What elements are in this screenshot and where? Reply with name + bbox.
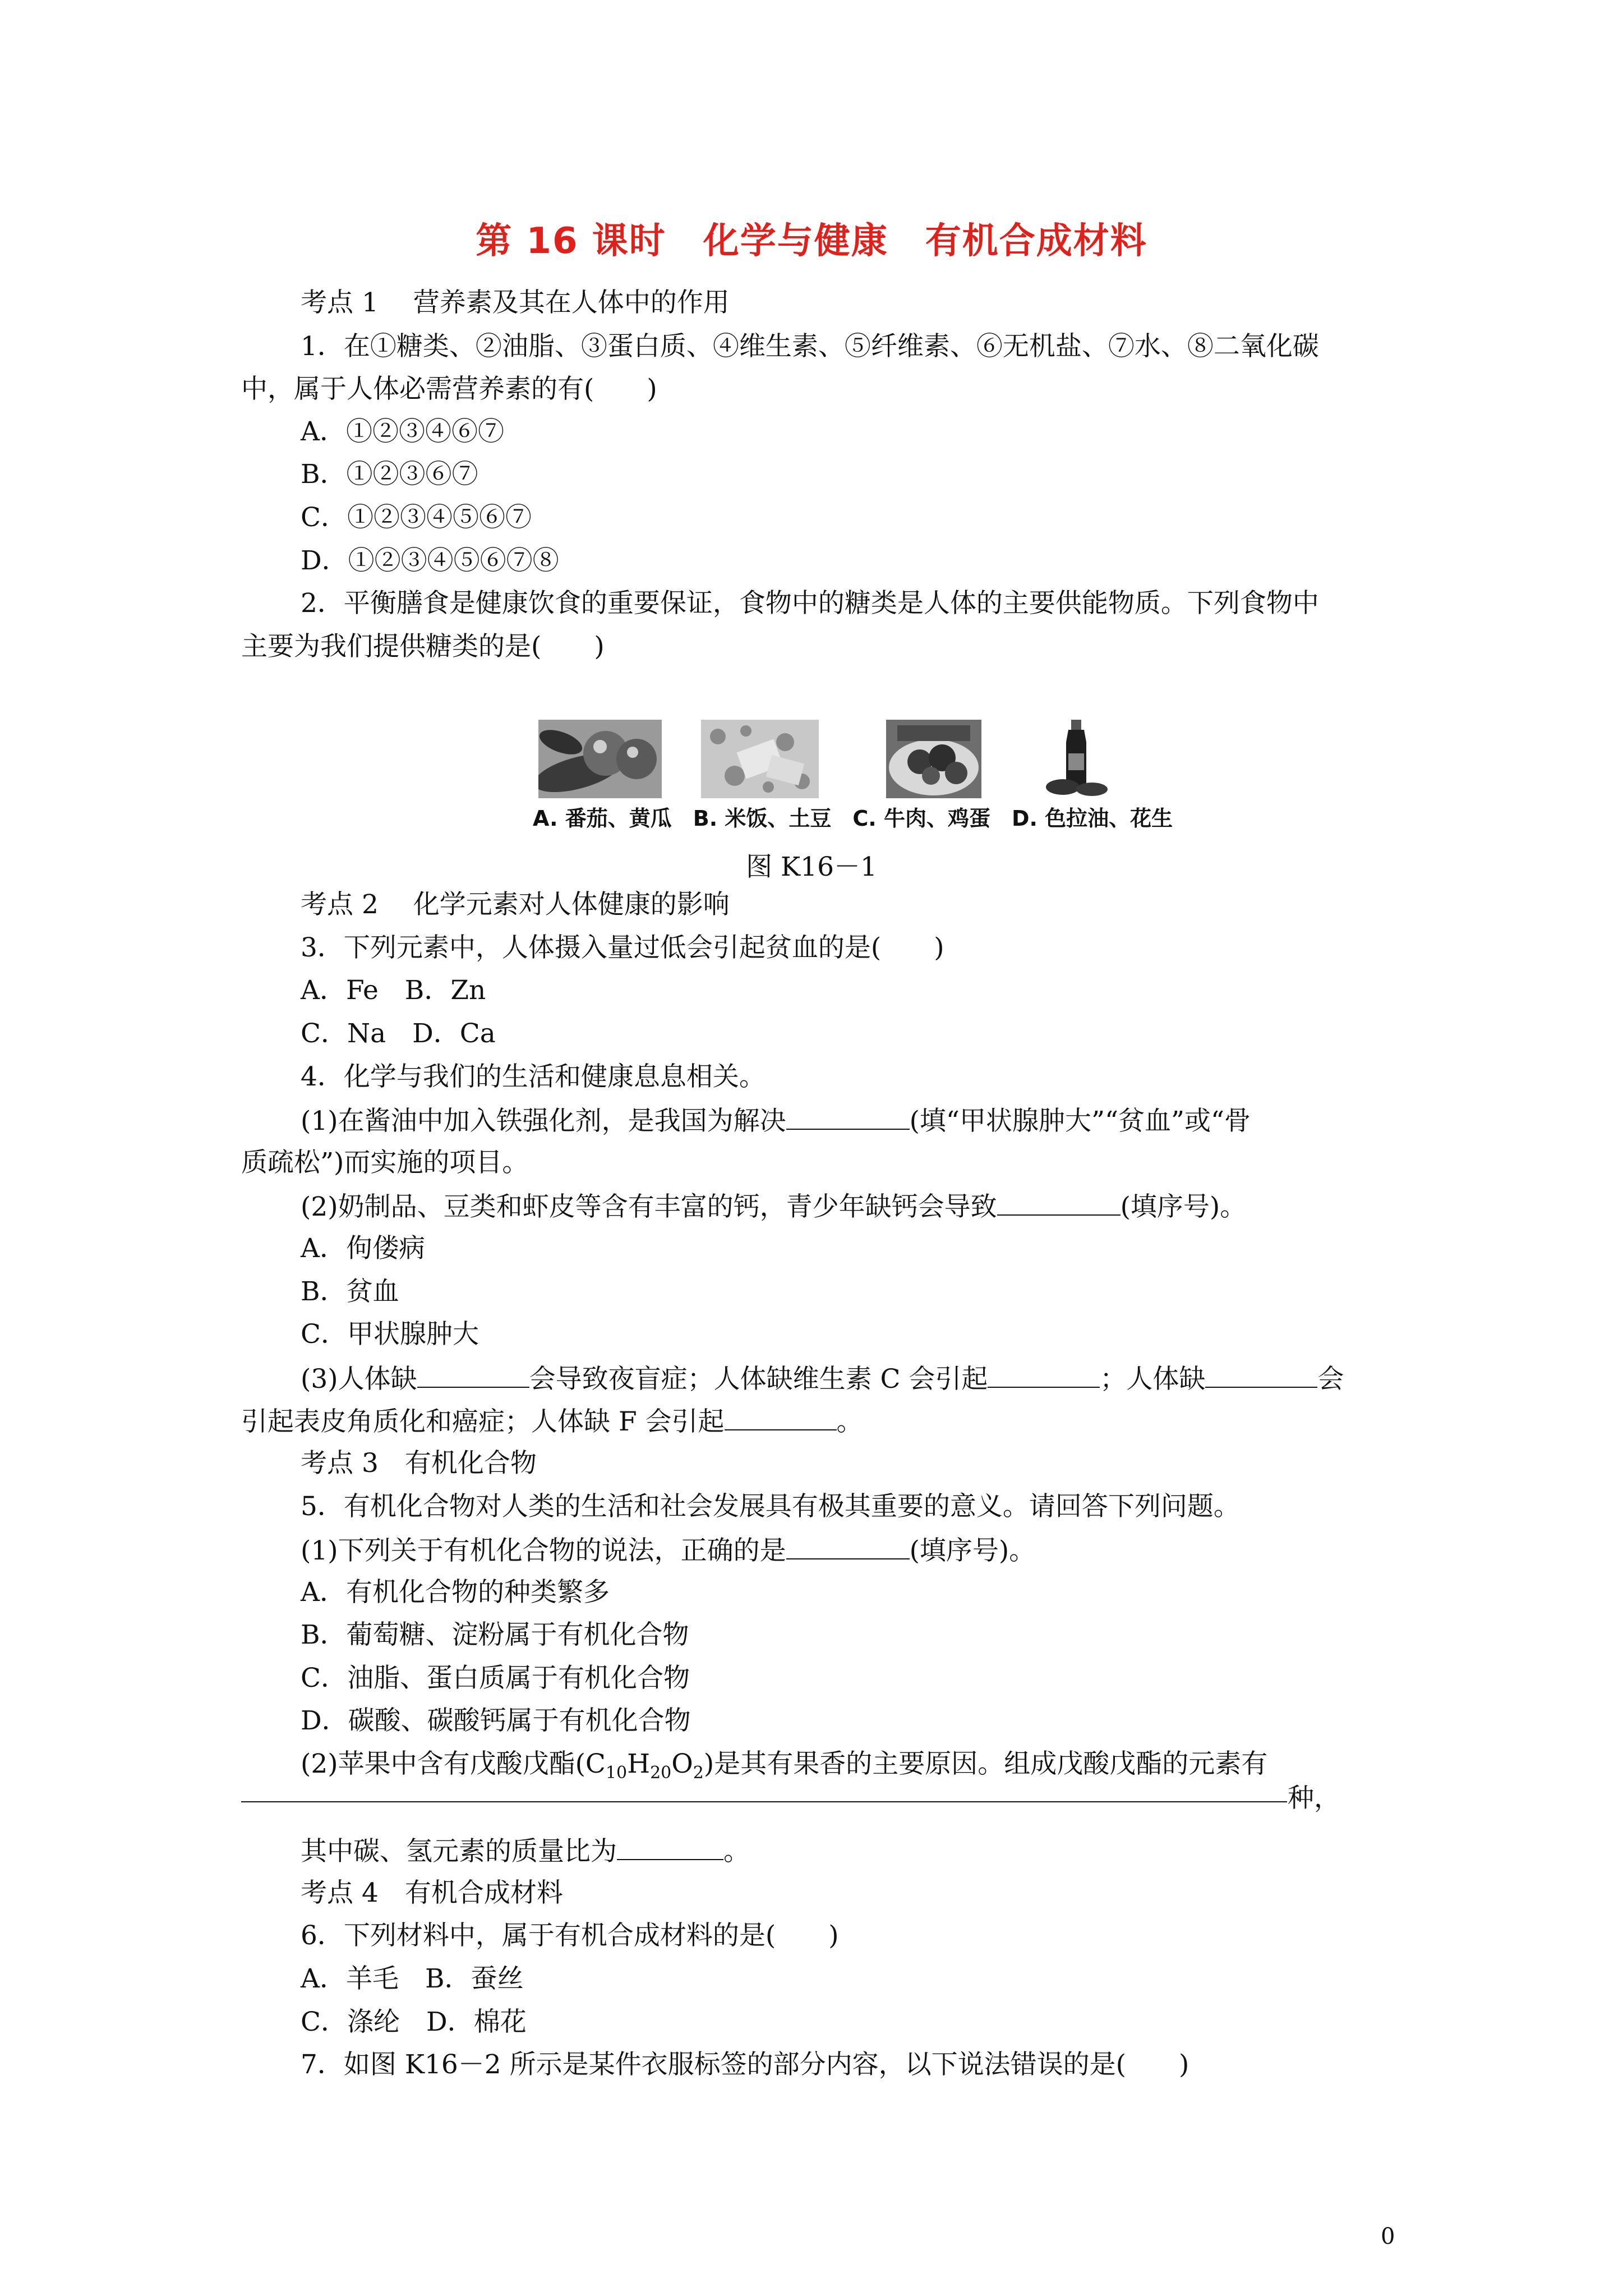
question-4-part-1-line-1: (1)在酱油中加入铁强化剂，是我国为解决 (填“甲状腺肿大”“贫血”或“骨 bbox=[301, 1103, 1251, 1138]
question-4-part-2: (2)奶制品、豆类和虾皮等含有丰富的钙，青少年缺钙会导致 (填序号)。 bbox=[301, 1189, 1246, 1224]
question-7: 7．如图 K16－2 所示是某件衣服标签的部分内容，以下说法错误的是( ) bbox=[301, 2049, 1189, 2080]
question-2-line-2: 主要为我们提供糖类的是( ) bbox=[241, 631, 605, 662]
question-5-option-d: D．碳酸、碳酸钙属于有机化合物 bbox=[301, 1705, 691, 1736]
rice-potato-photo bbox=[701, 720, 819, 798]
question-6: 6．下列材料中，属于有机合成材料的是( ) bbox=[301, 1920, 839, 1951]
question-1-option-a: A．①②③④⑥⑦ bbox=[301, 416, 504, 447]
question-1-option-b: B．①②③⑥⑦ bbox=[301, 459, 478, 490]
answer-blank bbox=[617, 1833, 723, 1860]
section-heading-4: 考点 4 有机合成材料 bbox=[301, 1878, 563, 1908]
figure-label: 图 K16－1 bbox=[746, 852, 877, 882]
question-5-part-2-line-3: 其中碳、氢元素的质量比为 。 bbox=[301, 1833, 750, 1869]
answer-blank bbox=[786, 1533, 910, 1559]
answer-blank bbox=[988, 1361, 1100, 1388]
section-heading-2: 考点 2 化学元素对人体健康的影响 bbox=[301, 889, 730, 920]
answer-blank bbox=[725, 1404, 837, 1430]
oil-peanut-photo bbox=[1046, 720, 1108, 798]
question-5-part-2-suffix: 种， bbox=[1288, 1783, 1340, 1814]
question-5-option-b: B．葡萄糖、淀粉属于有机化合物 bbox=[301, 1619, 689, 1650]
question-4: 4．化学与我们的生活和健康息息相关。 bbox=[301, 1061, 766, 1092]
question-4-option-a: A．佝偻病 bbox=[301, 1233, 425, 1264]
tomato-cucumber-photo bbox=[538, 720, 662, 798]
question-4-option-b: B．贫血 bbox=[301, 1276, 399, 1307]
question-1-option-c: C．①②③④⑤⑥⑦ bbox=[301, 502, 532, 533]
page-title: 第 16 课时 化学与健康 有机合成材料 bbox=[476, 220, 1147, 262]
question-3-options-ab: A．Fe B．Zn bbox=[301, 975, 486, 1006]
question-1-option-d: D．①②③④⑤⑥⑦⑧ bbox=[301, 545, 559, 576]
section-heading-3: 考点 3 有机化合物 bbox=[301, 1448, 537, 1479]
answer-blank bbox=[1205, 1361, 1317, 1388]
answer-blank bbox=[997, 1189, 1121, 1216]
question-5: 5．有机化合物对人类的生活和社会发展具有极其重要的意义。请回答下列问题。 bbox=[301, 1491, 1240, 1522]
question-5-option-a: A．有机化合物的种类繁多 bbox=[301, 1577, 610, 1608]
question-3-options-cd: C．Na D．Ca bbox=[301, 1018, 496, 1049]
food-figure bbox=[538, 720, 1211, 809]
question-1-line-1: 1．在①糖类、②油脂、③蛋白质、④维生素、⑤纤维素、⑥无机盐、⑦水、⑧二氧化碳 bbox=[301, 331, 1319, 362]
question-5-part-2-line-1: (2)苹果中含有戊酸戊酯$(C_{10}H_{20}O_2)$是其有果香的主要原因。组成戊酸戊酯的元素有 bbox=[301, 1749, 1268, 1783]
figure-captions: A. 番茄、黄瓜 B. 米饭、土豆 C. 牛肉、鸡蛋 D. 色拉油、花生 bbox=[533, 806, 1173, 831]
long-answer-blank bbox=[241, 1800, 1287, 1802]
question-3: 3．下列元素中，人体摄入量过低会引起贫血的是( ) bbox=[301, 932, 944, 963]
answer-blank bbox=[786, 1103, 910, 1130]
question-4-part-3-line-1: (3)人体缺 会导致夜盲症；人体缺维生素 C 会引起 ；人体缺 会 bbox=[301, 1361, 1344, 1396]
question-6-options-ab: A．羊毛 B．蚕丝 bbox=[301, 1963, 524, 1994]
beef-egg-photo bbox=[886, 720, 981, 798]
section-heading-1: 考点 1 营养素及其在人体中的作用 bbox=[301, 287, 730, 318]
question-2-line-1: 2．平衡膳食是健康饮食的重要保证，食物中的糖类是人体的主要供能物质。下列食物中 bbox=[301, 588, 1319, 619]
question-4-option-c: C．甲状腺肿大 bbox=[301, 1319, 479, 1350]
question-1-line-2: 中，属于人体必需营养素的有( ) bbox=[241, 374, 657, 404]
question-4-part-1-line-2: 质疏松”)而实施的项目。 bbox=[241, 1147, 529, 1178]
question-5-option-c: C．油脂、蛋白质属于有机化合物 bbox=[301, 1663, 690, 1694]
question-4-part-3-line-2: 引起表皮角质化和癌症；人体缺 F 会引起 。 bbox=[241, 1404, 863, 1439]
question-5-part-1: (1)下列关于有机化合物的说法，正确的是 (填序号)。 bbox=[301, 1533, 1035, 1568]
page-number: 0 bbox=[1381, 2224, 1395, 2249]
question-6-options-cd: C．涤纶 D．棉花 bbox=[301, 2007, 527, 2037]
answer-blank bbox=[417, 1361, 529, 1388]
